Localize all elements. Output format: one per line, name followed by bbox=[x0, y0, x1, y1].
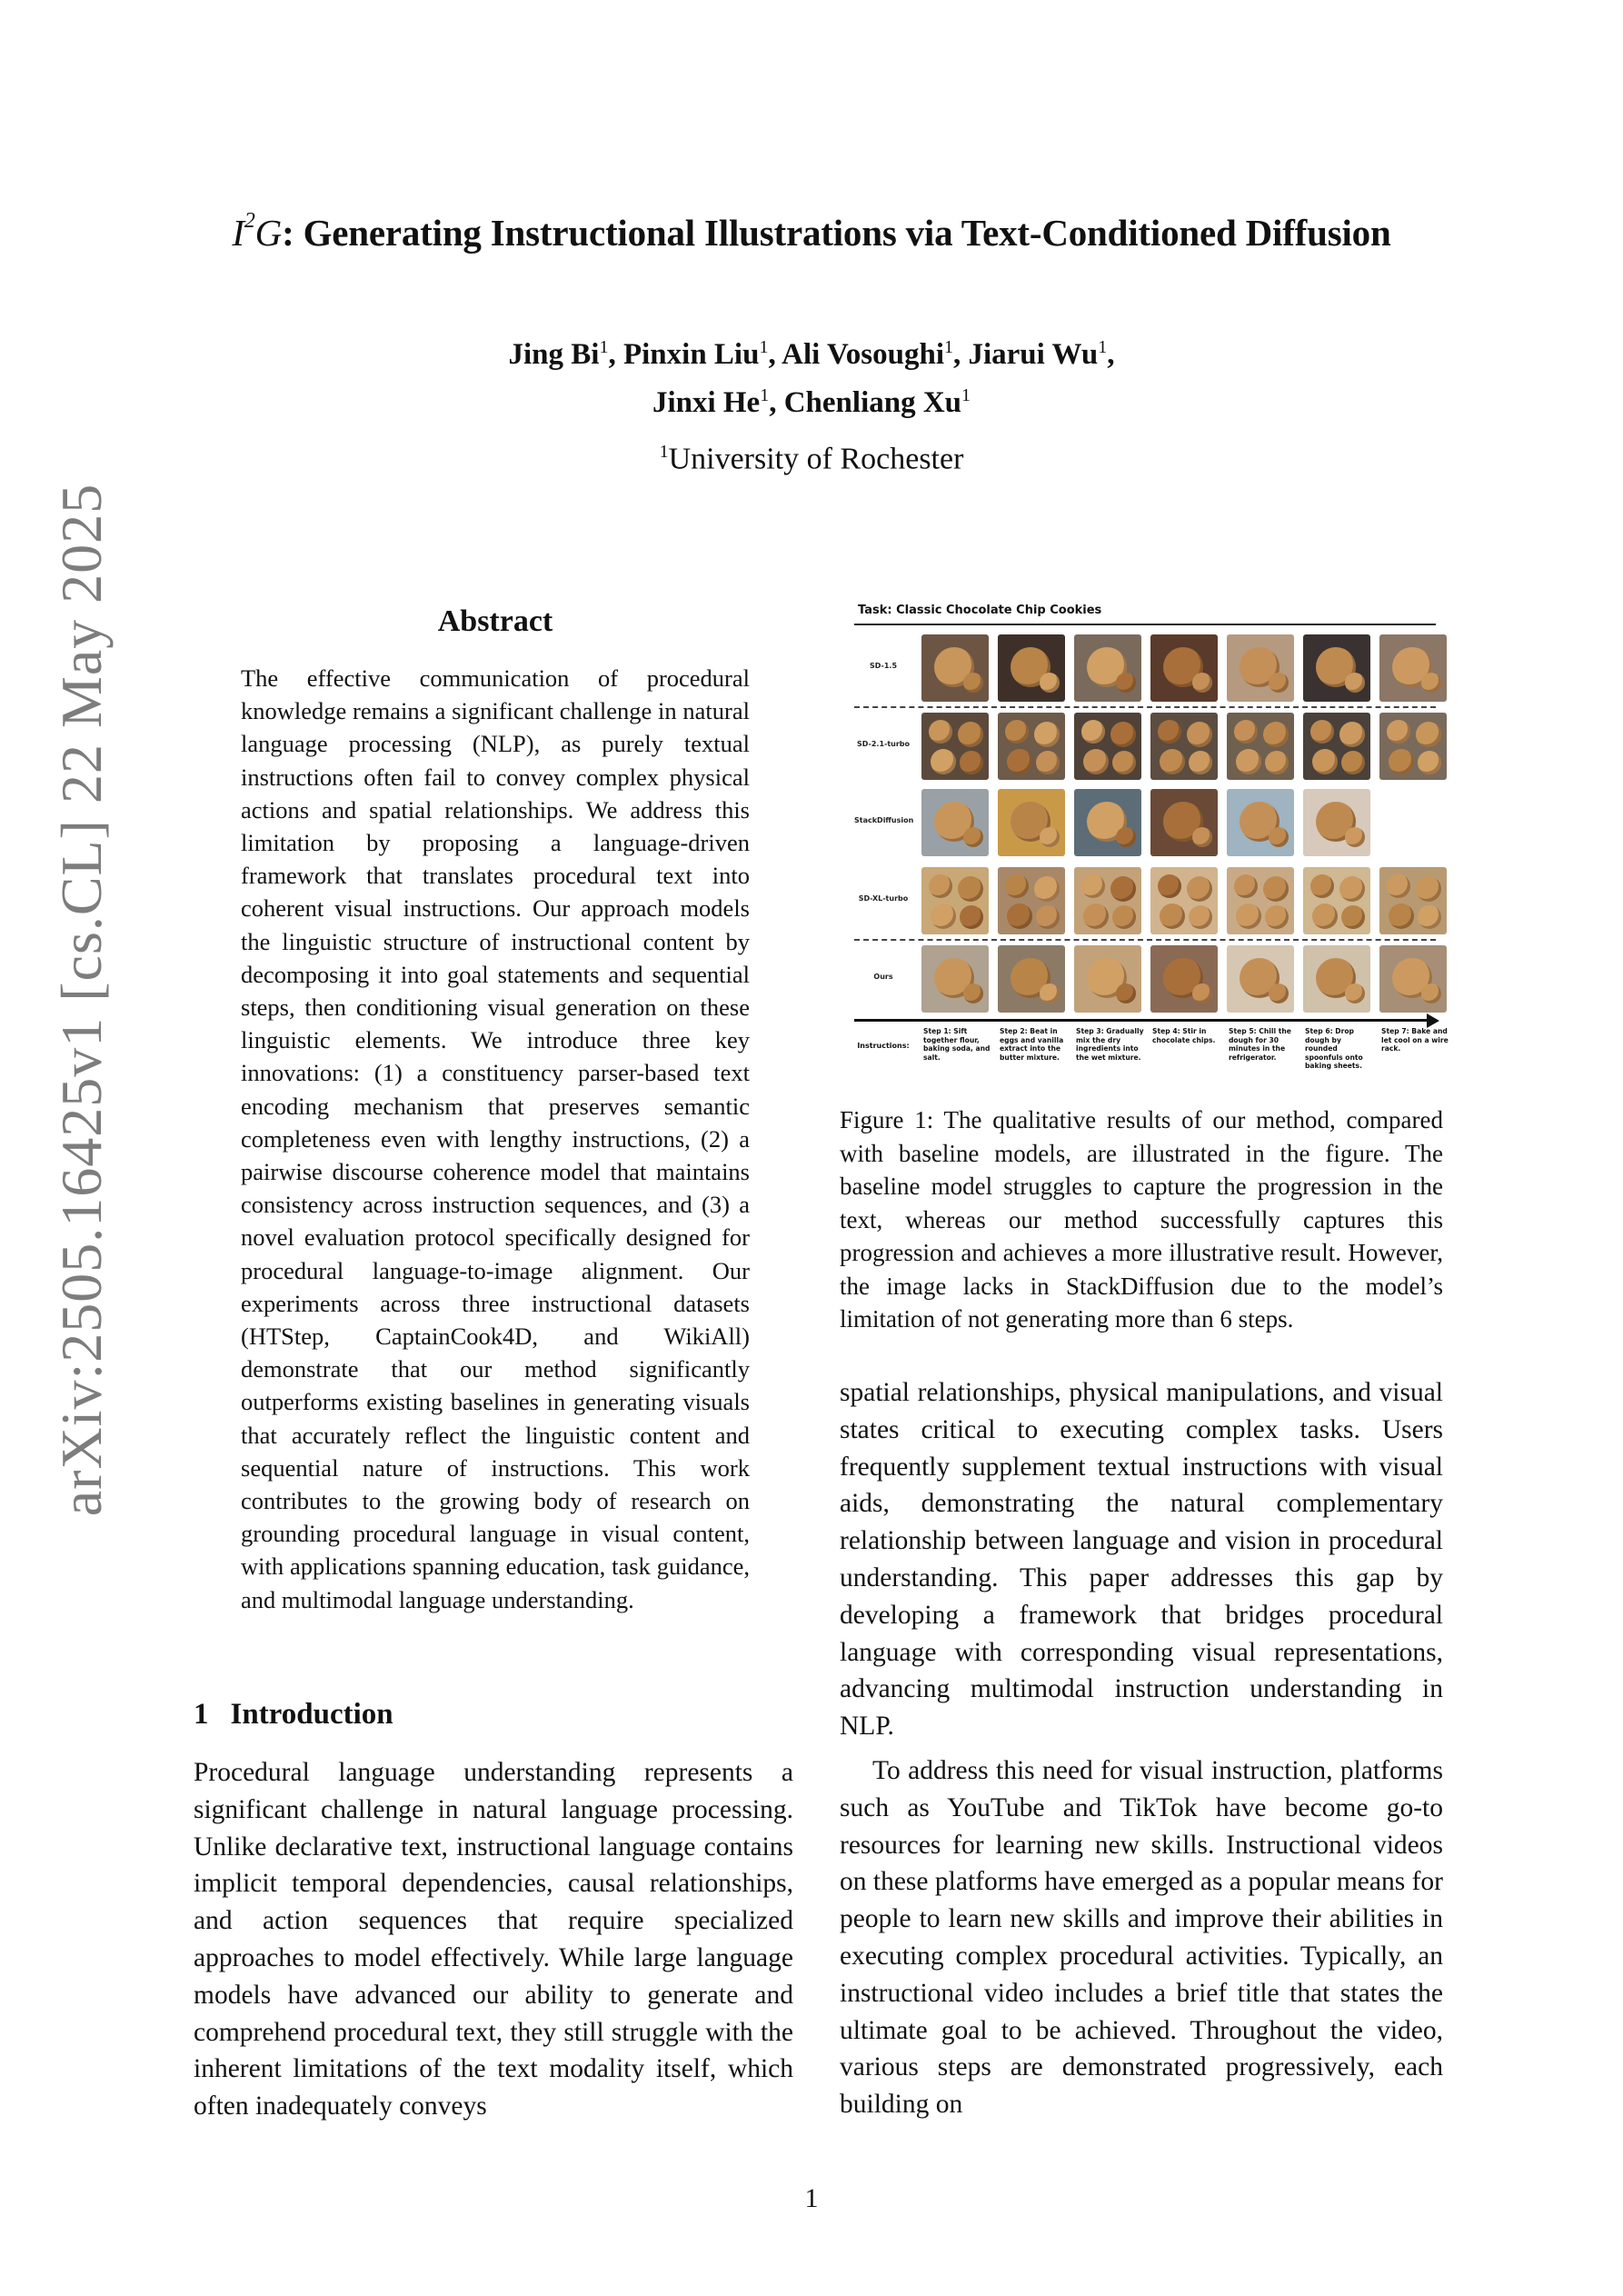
author-name: Pinxin Liu bbox=[622, 338, 760, 371]
author-affiliation-mark: 1 bbox=[943, 337, 953, 357]
author-affiliation-mark: 1 bbox=[599, 337, 609, 357]
figure-thumbnail bbox=[1303, 945, 1370, 1013]
figure-thumbnail bbox=[1227, 789, 1294, 856]
author-affiliation-mark: 1 bbox=[759, 337, 769, 357]
figure-thumbnail bbox=[921, 945, 989, 1013]
cookie-shape bbox=[1234, 720, 1258, 744]
author-line-1 bbox=[0, 327, 1623, 375]
author-name: Ali Vosoughi bbox=[782, 338, 944, 371]
affiliation: $^1$University of Rochester bbox=[659, 442, 964, 476]
author-separator: , bbox=[769, 386, 784, 419]
figure-row-divider bbox=[854, 706, 1436, 708]
figure-thumbnail bbox=[1303, 634, 1370, 702]
figure-thumbnail bbox=[1379, 867, 1447, 934]
cookie-shape bbox=[1312, 903, 1338, 929]
figure-thumbnail bbox=[1303, 713, 1370, 780]
figure-thumbnail bbox=[921, 713, 989, 780]
author-name: Jiarui Wu bbox=[968, 338, 1099, 371]
figure-row-label: Ours bbox=[873, 973, 893, 981]
paper-title bbox=[0, 211, 1623, 255]
instruction-step: Step 4: Stir in chocolate chips. bbox=[1152, 1027, 1216, 1044]
cookie-shape bbox=[1418, 751, 1441, 774]
cookie-shape bbox=[1345, 673, 1365, 693]
figure-thumbnail bbox=[921, 867, 989, 934]
cookie-shape bbox=[1110, 876, 1136, 902]
figure-thumbnail bbox=[998, 945, 1065, 1013]
author-affiliation-mark: 1 bbox=[760, 385, 770, 405]
figure-thumbnail bbox=[1379, 713, 1447, 780]
cookie-shape bbox=[1116, 673, 1136, 693]
cookie-shape bbox=[1040, 673, 1060, 693]
cookie-shape bbox=[1265, 751, 1289, 774]
cookie-shape bbox=[1034, 876, 1060, 902]
cookie-shape bbox=[1418, 905, 1441, 929]
author-separator: , bbox=[768, 338, 782, 371]
cookie-shape bbox=[1234, 874, 1258, 898]
cookie-shape bbox=[1345, 827, 1365, 847]
figure-thumbnail bbox=[1227, 634, 1294, 702]
cookie-shape bbox=[960, 751, 983, 774]
figure-thumbnail bbox=[998, 789, 1065, 856]
author-separator: , bbox=[1107, 338, 1115, 371]
figure-row-divider bbox=[854, 939, 1436, 941]
cookie-shape bbox=[1187, 722, 1212, 747]
cookie-shape bbox=[1040, 983, 1060, 1003]
intro-paragraph-1-continued: spatial relationships, physical manipulations, and visual states critical to executing complex tasks. Users frequently supplement textual instructions with visual aids, demonstrating the natural complementary relationship between language and vision in procedural understanding. This paper addresses this gap by developing a framework that bridges procedural language with corresponding visual representations, advancing multimodal instruction understanding in NLP. bbox=[840, 1378, 1443, 1742]
cookie-shape bbox=[1269, 827, 1289, 847]
figure-thumbnail bbox=[1150, 867, 1218, 934]
cookie-shape bbox=[1110, 722, 1136, 747]
cookie-shape bbox=[1192, 983, 1212, 1003]
abstract-text: The effective communication of procedural knowledge remains a significant challenge in natural language processing (NLP), as purely textual instructions often fail to convey complex physical actions and spatial relationships. We address this limitation by proposing a language-driven framework that translates procedural text into coherent visual instructions. Our approach models the linguistic structure of instructional content by decomposing it into goal statements and sequential steps, then conditioning visual generation on these linguistic elements. We introduce three key innovations: (1) a constituency parser-based text encoding mechanism that preserves semantic completeness even with lengthy instructions, (2) a pairwise discourse coherence model that maintains consistency across instruction sequences, and (3) a novel evaluation protocol specifically designed for procedural language-to-image alignment. Our experiments across three instructional datasets (HTStep, CaptainCook4D, and WikiAll) demonstrate that our method significantly outperforms existing baselines in generating visuals that accurately reflect the linguistic content and sequential nature of instructions. This work contributes to the growing body of research on grounding procedural language in visual content, with applications spanning education, task guidance, and multimodal language understanding. bbox=[241, 664, 750, 1613]
cookie-shape bbox=[929, 720, 952, 744]
cookie-shape bbox=[1341, 751, 1365, 774]
figure-thumbnail bbox=[1227, 713, 1294, 780]
figure-thumbnail bbox=[1379, 634, 1447, 702]
section-heading-introduction bbox=[194, 1698, 393, 1732]
figure-thumbnail bbox=[998, 867, 1065, 934]
figure-thumbnail bbox=[998, 634, 1065, 702]
cookie-shape bbox=[958, 876, 983, 902]
cookie-shape bbox=[1312, 749, 1338, 774]
cookie-shape bbox=[1421, 983, 1441, 1003]
figure-thumbnail bbox=[1303, 867, 1370, 934]
cookie-shape bbox=[963, 983, 983, 1003]
cookie-shape bbox=[1158, 874, 1181, 898]
cookie-shape bbox=[1269, 983, 1289, 1003]
cookie-shape bbox=[1310, 720, 1334, 744]
cookie-shape bbox=[1387, 720, 1410, 744]
cookie-shape bbox=[1263, 876, 1289, 902]
cookie-shape bbox=[1112, 751, 1136, 774]
figure-task-label: Task: Classic Chocolate Chip Cookies bbox=[858, 604, 1102, 617]
figure-thumbnail bbox=[921, 634, 989, 702]
section-title: Introduction bbox=[230, 1698, 393, 1731]
author-separator: , bbox=[608, 338, 623, 371]
cookie-shape bbox=[1187, 876, 1212, 902]
cookie-shape bbox=[1265, 905, 1289, 929]
cookie-shape bbox=[1416, 722, 1441, 747]
cookie-shape bbox=[1160, 903, 1185, 929]
instruction-step: Step 6: Drop dough by rounded spoonfuls onto baking sheets. bbox=[1305, 1027, 1363, 1070]
cookie-shape bbox=[1158, 720, 1181, 744]
cookie-shape bbox=[1083, 903, 1109, 929]
cookie-shape bbox=[1339, 722, 1365, 747]
author-affiliation-mark: 1 bbox=[961, 385, 971, 405]
cookie-shape bbox=[1339, 876, 1365, 902]
cookie-shape bbox=[1005, 720, 1029, 744]
figure-thumbnail bbox=[1150, 634, 1218, 702]
cookie-shape bbox=[1192, 827, 1212, 847]
author-affiliation-mark: 1 bbox=[1098, 337, 1108, 357]
figure-thumbnail bbox=[1150, 713, 1218, 780]
cookie-shape bbox=[1112, 905, 1136, 929]
author-name: Jing Bi bbox=[508, 338, 600, 371]
figure-thumbnail bbox=[1074, 945, 1141, 1013]
figure-thumbnail bbox=[921, 789, 989, 856]
cookie-shape bbox=[1036, 905, 1060, 929]
cookie-shape bbox=[1081, 874, 1105, 898]
cookie-shape bbox=[1116, 983, 1136, 1003]
intro-paragraph-1: Procedural language understanding represents a significant challenge in natural language processing. Unlike declarative text, instructional language contains implicit temporal dependencies, causal relationships, and action sequences that require specialized approaches to model effectively. While large language models have advanced our ability to generate and comprehend procedural text, they still struggle with the inherent limitations of the text modality itself, which often inadequately conveys bbox=[194, 1758, 793, 2121]
cookie-shape bbox=[1389, 749, 1414, 774]
figure-thumbnail bbox=[1150, 945, 1218, 1013]
figure-row-label: SD-XL-turbo bbox=[858, 894, 909, 903]
instruction-step: Step 5: Chill the dough for 30 minutes in the refrigerator. bbox=[1229, 1027, 1291, 1062]
instruction-step: Step 7: Bake and let cool on a wire rack. bbox=[1381, 1027, 1449, 1053]
timeline-arrow-line bbox=[854, 1019, 1429, 1022]
figure-thumbnail bbox=[1303, 789, 1370, 856]
abstract-heading: Abstract bbox=[437, 604, 553, 638]
author-name: Jinxi He bbox=[652, 386, 761, 419]
cookie-shape bbox=[1116, 827, 1136, 847]
figure-row-label: SD-2.1-turbo bbox=[856, 740, 911, 748]
cookie-shape bbox=[1192, 673, 1212, 693]
timeline-arrow-head-icon bbox=[1427, 1013, 1439, 1028]
instruction-step: Step 1: Sift together flour, baking soda, and salt. bbox=[923, 1027, 991, 1062]
cookie-shape bbox=[1236, 903, 1261, 929]
cookie-shape bbox=[1189, 905, 1212, 929]
cookie-shape bbox=[1236, 749, 1261, 774]
cookie-shape bbox=[1421, 673, 1441, 693]
cookie-shape bbox=[1387, 874, 1410, 898]
page-number: 1 bbox=[804, 2183, 819, 2213]
figure-1-caption: Figure 1: The qualitative results of our method, compared with baseline models, are illustrated in the figure. The baseline model struggles to capture the progression in the text, whereas our method successfully captures this progression and achieves a more illustrative result. However, the image lacks in StackDiffusion due to the model’s limitation of not generating more than 6 steps. bbox=[840, 1106, 1443, 1333]
cookie-shape bbox=[1263, 722, 1289, 747]
author-separator: , bbox=[952, 338, 969, 371]
cookie-shape bbox=[1083, 749, 1109, 774]
cookie-shape bbox=[1416, 876, 1441, 902]
cookie-shape bbox=[963, 673, 983, 693]
figure-thumbnail bbox=[1227, 945, 1294, 1013]
figure-thumbnail bbox=[998, 713, 1065, 780]
figure-thumbnail bbox=[1074, 789, 1141, 856]
figure-row-label: StackDiffusion bbox=[854, 816, 914, 824]
cookie-shape bbox=[1007, 903, 1032, 929]
author-list bbox=[0, 327, 1623, 424]
cookie-shape bbox=[1345, 983, 1365, 1003]
instruction-step: Step 2: Beat in eggs and vanilla extract into the butter mixture. bbox=[1000, 1027, 1064, 1062]
section-number: 1 bbox=[194, 1698, 209, 1731]
arxiv-identifier: arXiv:2505.16425v1 [cs.CL] 22 May 2025 bbox=[49, 483, 114, 1517]
figure-thumbnail bbox=[1074, 634, 1141, 702]
figure-row-label: SD-1.5 bbox=[869, 662, 898, 670]
cookie-shape bbox=[1341, 905, 1365, 929]
title-text: : Generating Instructional Illustrations via Text-Conditioned Diffusion bbox=[282, 212, 1391, 254]
figure-thumbnail bbox=[1379, 945, 1447, 1013]
figure-top-rule bbox=[854, 624, 1436, 625]
cookie-shape bbox=[1310, 874, 1334, 898]
cookie-shape bbox=[958, 722, 983, 747]
cookie-shape bbox=[1007, 749, 1032, 774]
figure-thumbnail bbox=[1074, 867, 1141, 934]
cookie-shape bbox=[931, 903, 956, 929]
cookie-shape bbox=[929, 874, 952, 898]
figure-thumbnail bbox=[1074, 713, 1141, 780]
cookie-shape bbox=[1160, 749, 1185, 774]
cookie-shape bbox=[960, 905, 983, 929]
figure-1 bbox=[854, 604, 1449, 1085]
instruction-step: Step 3: Gradually mix the dry ingredients into the wet mixture. bbox=[1076, 1027, 1144, 1062]
author-name: Chenliang Xu bbox=[783, 386, 962, 419]
cookie-shape bbox=[1036, 751, 1060, 774]
cookie-shape bbox=[931, 749, 956, 774]
instructions-label: Instructions: bbox=[857, 1042, 910, 1050]
figure-thumbnail bbox=[1150, 789, 1218, 856]
figure-thumbnail bbox=[1227, 867, 1294, 934]
cookie-shape bbox=[1081, 720, 1105, 744]
cookie-shape bbox=[1269, 673, 1289, 693]
cookie-shape bbox=[963, 827, 983, 847]
cookie-shape bbox=[1005, 874, 1029, 898]
title-math-prefix: $I^2G$ bbox=[232, 209, 283, 254]
cookie-shape bbox=[1189, 751, 1212, 774]
intro-paragraph-2: To address this need for visual instruction, platforms such as YouTube and TikTok have become go-to resources for learning new skills. Instructional videos on these platforms have emerged as a popular means for people to learn new skills and improve their abilities in executing complex procedural activities. Typically, an instructional video includes a brief title that states the ultimate goal to be achieved. Throughout the video, various steps are demonstrated progressively, each building on bbox=[840, 1756, 1443, 2120]
cookie-shape bbox=[1040, 827, 1060, 847]
cookie-shape bbox=[1034, 722, 1060, 747]
cookie-shape bbox=[1389, 903, 1414, 929]
author-line-2 bbox=[0, 375, 1623, 424]
